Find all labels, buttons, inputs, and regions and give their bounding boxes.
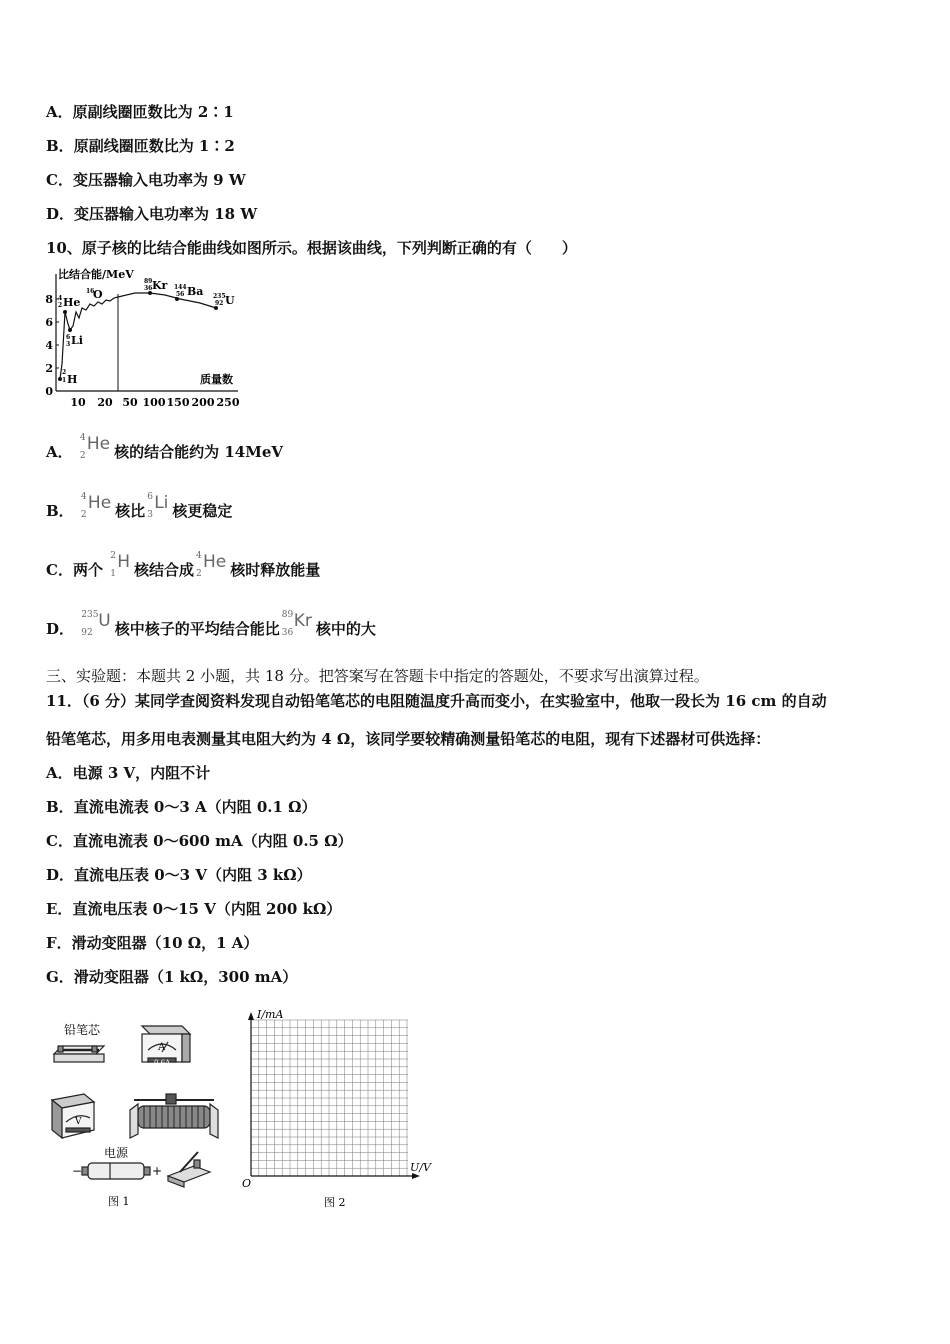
pencil-lead-label: 铅笔芯	[64, 1023, 101, 1037]
svg-text:3: 3	[66, 341, 71, 348]
y-tick-6: 6	[45, 316, 53, 329]
svg-text:Ba: Ba	[187, 285, 204, 298]
label-li6	[66, 334, 83, 348]
ammeter-symbol: A	[158, 1042, 166, 1053]
pencil-lead-icon	[54, 1046, 104, 1062]
x-tick-200: 200	[191, 396, 215, 409]
nuclide-h2: 2 1 H	[110, 551, 130, 579]
option-text-2: 核更稳定	[172, 502, 233, 520]
y-tick-4: 4	[45, 339, 53, 352]
q11-option-a	[46, 763, 210, 783]
label-o16	[86, 288, 103, 301]
grid-lines	[251, 1020, 408, 1176]
option-label: A．	[46, 764, 73, 782]
svg-text:144: 144	[174, 284, 187, 291]
q9-option-c	[46, 170, 246, 190]
option-text: 滑动变阻器（1 kΩ，300 mA）	[73, 968, 298, 986]
option-text-2: 核中的大	[315, 620, 376, 638]
q11-option-f	[46, 933, 258, 953]
figure-2-caption: 图 2	[324, 1196, 346, 1209]
ammeter-icon	[142, 1026, 190, 1062]
power-source-label: 电源	[104, 1146, 129, 1160]
svg-text:2: 2	[62, 369, 67, 376]
svg-text:16: 16	[86, 288, 95, 295]
q11-option-g	[46, 967, 297, 987]
option-label: C．	[46, 832, 73, 850]
y-tick-0: 0	[45, 385, 53, 398]
voltmeter-icon	[52, 1094, 94, 1138]
power-plus: +	[152, 1164, 163, 1178]
q9-option-a	[46, 102, 234, 122]
rheostat-icon	[130, 1094, 218, 1138]
switch-icon	[168, 1152, 210, 1187]
binding-energy-chart	[40, 264, 250, 414]
grid-xlabel: U/V	[410, 1161, 431, 1174]
option-text: 变压器输入电功率为 18 W	[74, 205, 258, 223]
voltmeter-symbol: V	[75, 1117, 82, 1127]
ammeter-range: 0.6A	[154, 1059, 171, 1067]
section-heading: 三、实验题：本题共 2 小题，共 18 分。把答案写在答题卡中指定的答题处，不要求写出演算过程。	[46, 667, 709, 685]
svg-text:56: 56	[176, 291, 185, 298]
option-label: D．	[46, 620, 75, 638]
grid-ylabel: I/mA	[257, 1008, 284, 1021]
q10-option-c	[46, 551, 321, 580]
label-h2	[62, 369, 77, 386]
option-label: A．	[46, 103, 73, 121]
x-tick-50: 50	[122, 396, 138, 409]
option-text: 滑动变阻器（10 Ω，1 A）	[71, 934, 259, 952]
svg-text:O: O	[93, 288, 103, 301]
x-tick-20: 20	[97, 396, 113, 409]
option-label: E．	[46, 900, 73, 918]
q10-option-a	[46, 433, 284, 462]
option-label: F．	[46, 934, 72, 952]
option-text: 直流电压表 0～15 V（内阻 200 kΩ）	[72, 900, 342, 918]
option-label: A．	[46, 443, 73, 461]
q9-option-b	[46, 136, 235, 156]
x-tick-250: 250	[216, 396, 240, 409]
option-text: 核比	[115, 502, 146, 520]
x-tick-150: 150	[166, 396, 190, 409]
option-text: 直流电流表 0～3 A（内阻 0.1 Ω）	[73, 798, 317, 816]
label-kr89	[144, 278, 168, 292]
svg-text:89: 89	[144, 278, 153, 285]
option-text: 电源 3 V，内阻不计	[72, 764, 211, 782]
x-tick-100: 100	[142, 396, 166, 409]
nuclide-he4: 4 2 He	[80, 492, 112, 520]
option-label: D．	[46, 866, 75, 884]
svg-text:Kr: Kr	[152, 279, 168, 292]
label-u235	[213, 293, 235, 307]
chart-xlabel: 质量数	[200, 373, 233, 386]
x-tick-labels	[70, 396, 239, 409]
chart-ylabel: 比结合能/MeV	[58, 268, 134, 281]
svg-text:Li: Li	[71, 334, 83, 347]
grid-origin: O	[242, 1177, 252, 1190]
power-minus: −	[72, 1164, 83, 1178]
option-text: 核的结合能约为 14MeV	[114, 443, 284, 461]
option-label: G．	[46, 968, 74, 986]
option-text: 核结合成	[134, 561, 195, 579]
q11-option-d	[46, 865, 312, 885]
q10-option-d	[46, 610, 376, 639]
option-text: 核中核子的平均结合能比	[114, 620, 280, 638]
option-text: 原副线圈匝数比为 2∶1	[72, 103, 234, 121]
svg-text:4: 4	[58, 295, 63, 302]
svg-text:36: 36	[144, 285, 153, 292]
option-label: B．	[46, 137, 74, 155]
y-tick-8: 8	[45, 293, 53, 306]
q10-stem: 10、原子核的比结合能曲线如图所示。根据该曲线，下列判断正确的有（ ）	[46, 239, 577, 257]
nuclide-li6: 6 3 Li	[147, 492, 169, 520]
figure-2-grid	[236, 1004, 441, 1216]
figure-1-equipment	[44, 1012, 234, 1217]
x-tick-10: 10	[70, 396, 86, 409]
option-label: C．	[46, 171, 73, 189]
option-label: C．	[46, 561, 73, 579]
svg-text:92: 92	[215, 300, 224, 307]
svg-text:1: 1	[62, 377, 67, 384]
option-text-2: 核时释放能量	[230, 561, 321, 579]
option-label: B．	[46, 502, 74, 520]
label-ba144	[174, 284, 203, 298]
option-label: B．	[46, 798, 74, 816]
svg-text:2: 2	[58, 302, 63, 309]
option-label: D．	[46, 205, 75, 223]
option-text: 原副线圈匝数比为 1∶2	[73, 137, 235, 155]
figure-1-caption: 图 1	[108, 1195, 130, 1208]
y-tick-labels	[45, 293, 53, 398]
nuclide-kr89: 89 36 Kr	[281, 610, 312, 638]
option-text: 直流电压表 0～3 V（内阻 3 kΩ）	[74, 866, 312, 884]
svg-text:6: 6	[66, 334, 71, 341]
q11-option-c	[46, 831, 353, 851]
q11-stem-line1: 11．（6 分）某同学查阅资料发现自动铅笔笔芯的电阻随温度升高而变小，在实验室中，他取一段长为 16 cm 的自动	[46, 692, 827, 710]
q11-stem-line2: 铅笔笔芯，用多用电表测量其电阻大约为 4 Ω，该同学要较精确测量铅笔芯的电阻，现有下述器材可供选择：	[46, 730, 771, 748]
q11-option-b	[46, 797, 317, 817]
svg-text:U: U	[225, 294, 235, 307]
power-source-icon	[82, 1163, 150, 1179]
option-pre: 两个	[72, 561, 103, 579]
nuclide-u235: 235 92 U	[81, 610, 111, 638]
option-text: 变压器输入电功率为 9 W	[72, 171, 246, 189]
nuclide-he4: 4 2 He	[79, 433, 111, 461]
q9-option-d	[46, 204, 257, 224]
q11-option-e	[46, 899, 341, 919]
y-tick-2: 2	[45, 362, 53, 375]
option-text: 直流电流表 0～600 mA（内阻 0.5 Ω）	[72, 832, 353, 850]
svg-text:H: H	[67, 373, 78, 386]
nuclide-he4: 4 2 He	[196, 551, 227, 579]
label-he4	[58, 295, 80, 309]
q10-option-b	[46, 492, 233, 521]
svg-text:He: He	[63, 296, 81, 309]
y-axis-arrow	[248, 1012, 254, 1020]
svg-text:235: 235	[213, 293, 226, 300]
